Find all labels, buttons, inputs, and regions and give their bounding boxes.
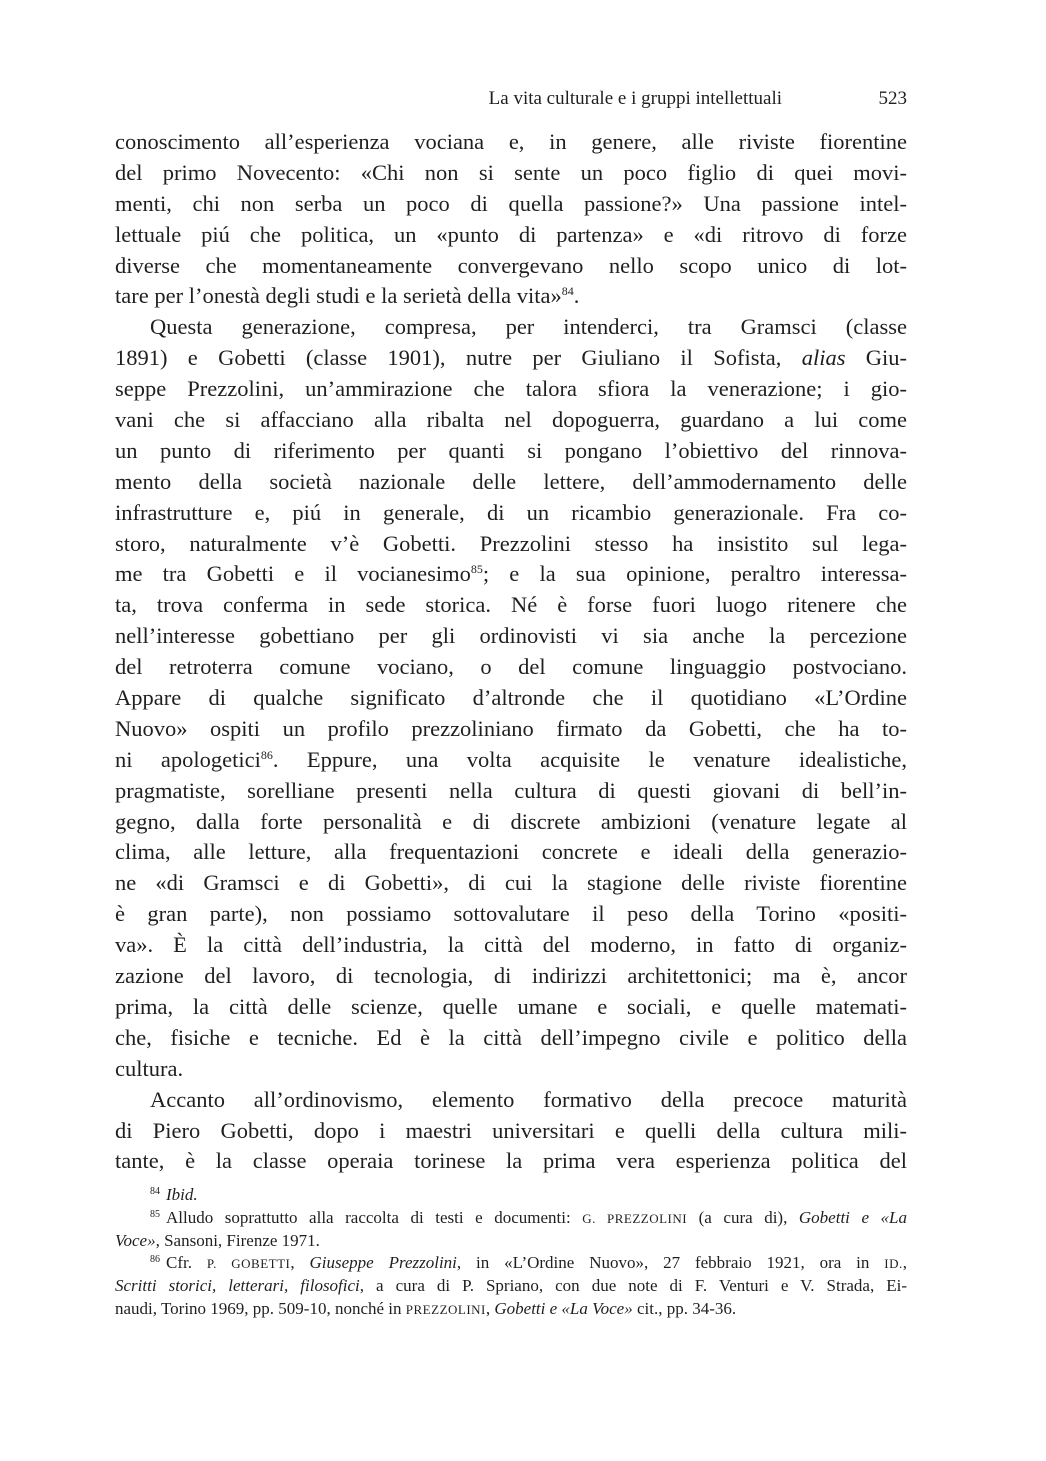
footnote-ref-84[interactable]: 84 [561, 284, 574, 299]
footnote-86-cont: Scritti storici, letterari, filosofici, a cura di P. Spriano, con due note di F. Venturi e V. Strada, Ei- [115, 1276, 907, 1296]
text-line: è gran parte), non possiamo sottovalutare il peso della Torino «positi- [115, 901, 907, 927]
text-line: del retroterra comune vociano, o del comune linguaggio postvociano. [115, 654, 907, 680]
text-line: infrastrutture e, piú in generale, di un ricambio generazionale. Fra co- [115, 499, 907, 525]
text-line: 1891) e Gobetti (classe 1901), nutre per Giuliano il Sofista, alias Giu- [115, 345, 908, 371]
text-line: ta, trova conferma in sede storica. Né è forse fuori luogo ritenere che [115, 592, 907, 618]
text-line: storo, naturalmente v’è Gobetti. Prezzolini stesso ha insistito sul lega- [115, 530, 907, 556]
text-line: tante, è la classe operaia torinese la prima vera esperienza politica del [115, 1148, 907, 1174]
footnote-86: $^{86}$ Cfr. P. GOBETTI, Giuseppe Prezzolini, in «L’Ordine Nuovo», 27 febbraio 1921, ora in ID., [150, 1253, 907, 1273]
text-line: Appare di qualche significato d’altronde che il quotidiano «L’Ordine [115, 685, 907, 711]
footnotes [115, 1184, 907, 1321]
running-head-title: La vita culturale e i gruppi intellettuali [488, 88, 782, 109]
text-line: va». È la città dell’industria, la città del moderno, in fatto di organiz- [115, 932, 907, 958]
text-line: del primo Novecento: «Chi non si sente un poco figlio di quei movi- [115, 159, 907, 185]
main-text [115, 127, 907, 1177]
text-line: menti, chi non serba un poco di quella passione?» Una passione intel- [115, 190, 907, 216]
text-line: tare per l’onestà degli studi e la serietà della vita»$^{84}$. [115, 283, 580, 309]
text-line: me tra Gobetti e il vocianesimo$^{85}$; e la sua opinione, peraltro interessa- [115, 561, 907, 587]
text-line: prima, la città delle scienze, quelle umane e sociali, e quelle matemati- [115, 993, 907, 1019]
text-line: pragmatiste, sorelliane presenti nella cultura di questi giovani di bell’in- [115, 777, 907, 803]
footnote-number: 86 [150, 1254, 160, 1266]
footnote-85: $^{85}$ Alludo soprattutto alla raccolta di testi e documenti: G. PREZZOLINI (a cura di), Gobetti e «La [150, 1207, 908, 1227]
text-line: lettuale piú che politica, un «punto di partenza» e «di ritrovo di forze [115, 221, 907, 247]
text-line: Questa generazione, compresa, per intenderci, tra Gramsci (classe [150, 314, 907, 340]
text-line: conoscimento all’esperienza vociana e, in genere, alle riviste fiorentine [115, 129, 907, 154]
text-line: seppe Prezzolini, un’ammirazione che talora sfiora la venerazione; i gio- [115, 376, 907, 402]
footnote-ref-86[interactable]: 86 [260, 747, 273, 762]
text-line: nell’interesse gobettiano per gli ordinovisti vi sia anche la percezione [115, 623, 907, 649]
running-head [115, 86, 907, 112]
text-line: ni apologetici$^{86}$. Eppure, una volta acquisite le venature idealistiche, [115, 746, 907, 772]
text-line: cultura. [115, 1055, 184, 1081]
text-line: clima, alle letture, alla frequentazioni concrete e ideali della generazio- [115, 839, 907, 865]
text-line: gegno, dalla forte personalità e di discrete ambizioni (venature legate al [115, 808, 907, 834]
text-line: zazione del lavoro, di tecnologia, di indirizzi architettonici; ma è, ancor [115, 963, 907, 989]
text-line: che, fisiche e tecniche. Ed è la città dell’impegno civile e politico della [115, 1024, 907, 1050]
text-line: di Piero Gobetti, dopo i maestri universitari e quelli della cultura mili- [115, 1117, 907, 1143]
page-number: 523 [878, 88, 907, 109]
text-line: mento della società nazionale delle lettere, dell’ammodernamento delle [115, 468, 907, 494]
text-line: Nuovo» ospiti un profilo prezzoliniano firmato da Gobetti, che ha to- [115, 715, 907, 741]
text-line: vani che si affacciano alla ribalta nel dopoguerra, guardano a lui come [115, 407, 907, 433]
footnote-number: 84 [150, 1186, 160, 1197]
footnote-number: 85 [150, 1208, 160, 1220]
footnote-ref-85[interactable]: 85 [470, 562, 483, 577]
footnote-84: $^{84}$ Ibid. [150, 1185, 198, 1204]
footnote-86-cont: naudi, Torino 1969, pp. 509-10, nonché in PREZZOLINI, Gobetti e «La Voce» cit., pp. 34-36. [115, 1298, 737, 1318]
text-line: un punto di riferimento per quanti si pongano l’obiettivo del rinnova- [115, 437, 907, 463]
text-line: diverse che momentaneamente convergevano nello scopo unico di lot- [115, 252, 907, 278]
footnote-85-cont: Voce», Sansoni, Firenze 1971. [115, 1230, 320, 1250]
text-line: Accanto all’ordinovismo, elemento formativo della precoce maturità [150, 1086, 907, 1112]
text-line: ne «di Gramsci e di Gobetti», di cui la stagione delle riviste fiorentine [115, 870, 907, 896]
